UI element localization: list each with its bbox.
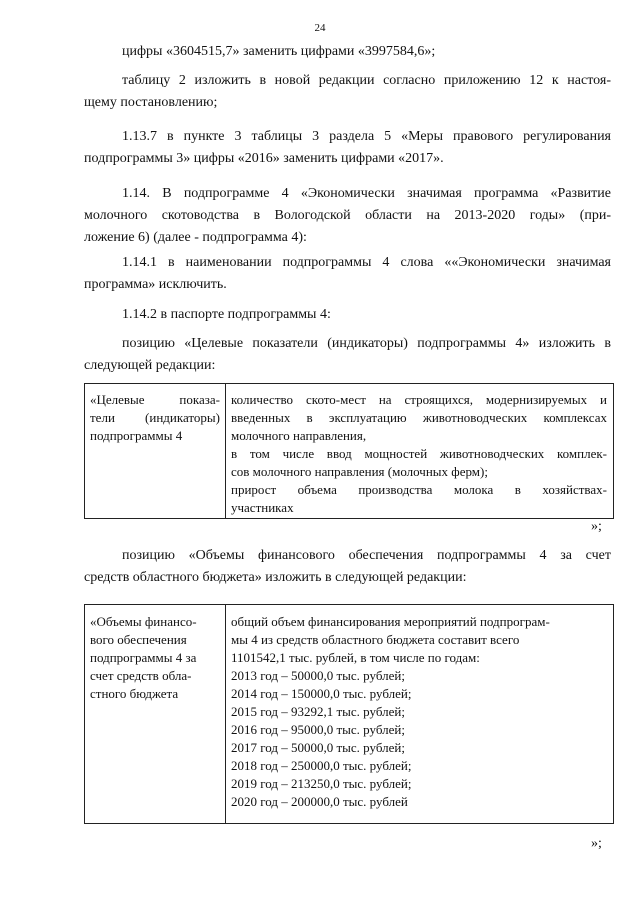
paragraph-1-14-2: 1.14.2 в паспорте подпрограммы 4: [122,307,331,322]
table1-left-cell: «Целевые показа- тели (индикаторы) подпрограммы 4 [90,392,220,443]
paragraph-1-14-1: 1.14.1 в наименовании подпрограммы 4 слова ««Экономически значимая программа» исключить. [84,255,611,292]
table1-closing-quote: »; [591,519,602,534]
paragraph-1-14: 1.14. В подпрограмме 4 «Экономически значимая программа «Развитие молочного скотоводства в Вологодской области на 2013-2020 годы» (при- ложение 6) (далее - подпрограмма 4): [84,186,611,245]
financing-table [84,604,614,824]
table2-closing-quote: »; [591,836,602,851]
paragraph-1-13-7: 1.13.7 в пункте 3 таблицы 3 раздела 5 «Меры правового регулирования подпрограммы 3» цифры «2016» заменить цифрами «2017». [84,129,611,166]
table2-right-cell: общий объем финансирования мероприятий подпрограм- мы 4 из средств областного бюджета составит всего 1101542,1 тыс. рублей, в том числе по годам: 2013 год – 50000,0 тыс. рублей; 2014 год – 150000,0 тыс. рублей; 2015 год – 93292,1 тыс. рублей; 2016 год – 95000,0 тыс. рублей; 2017 год – 50000,0 тыс. рублей; 2018 год – 250000,0 тыс. рублей; 2019 год – 213250,0 тыс. рублей; 2020 год – 200000,0 тыс. рублей [231,614,550,809]
target-indicators-table [84,383,614,519]
paragraph-target-indicators: позицию «Целевые показатели (индикаторы) подпрограммы 4» изложить в следующей редакции: [84,336,611,373]
table2-left-cell: «Объемы финансо- вого обеспечения подпрограммы 4 за счет средств обла- стного бюджета [90,614,197,701]
page-number: 24 [314,22,326,34]
table1-right-cell: количество ското-мест на строящихся, модернизируемых и введенных в эксплуатацию животноводческих комплексах молочного направления, в том числе ввод мощностей животноводческих комплек- сов молочного направления (молочных ферм); прирост объема производства молока в хозяйствах- участниках [231,392,607,515]
table1-column-divider [225,384,226,518]
paragraph-digits-replace: цифры «3604515,7» заменить цифрами «3997584,6»; [122,44,436,59]
paragraph-table2-new-edition: таблицу 2 изложить в новой редакции согласно приложению 12 к настоя- щему постановлению; [84,73,611,110]
paragraph-financing-volumes: позицию «Объемы финансового обеспечения подпрограммы 4 за счет средств областного бюджета» изложить в следующей редакции: [84,548,611,585]
table2-column-divider [225,605,226,823]
